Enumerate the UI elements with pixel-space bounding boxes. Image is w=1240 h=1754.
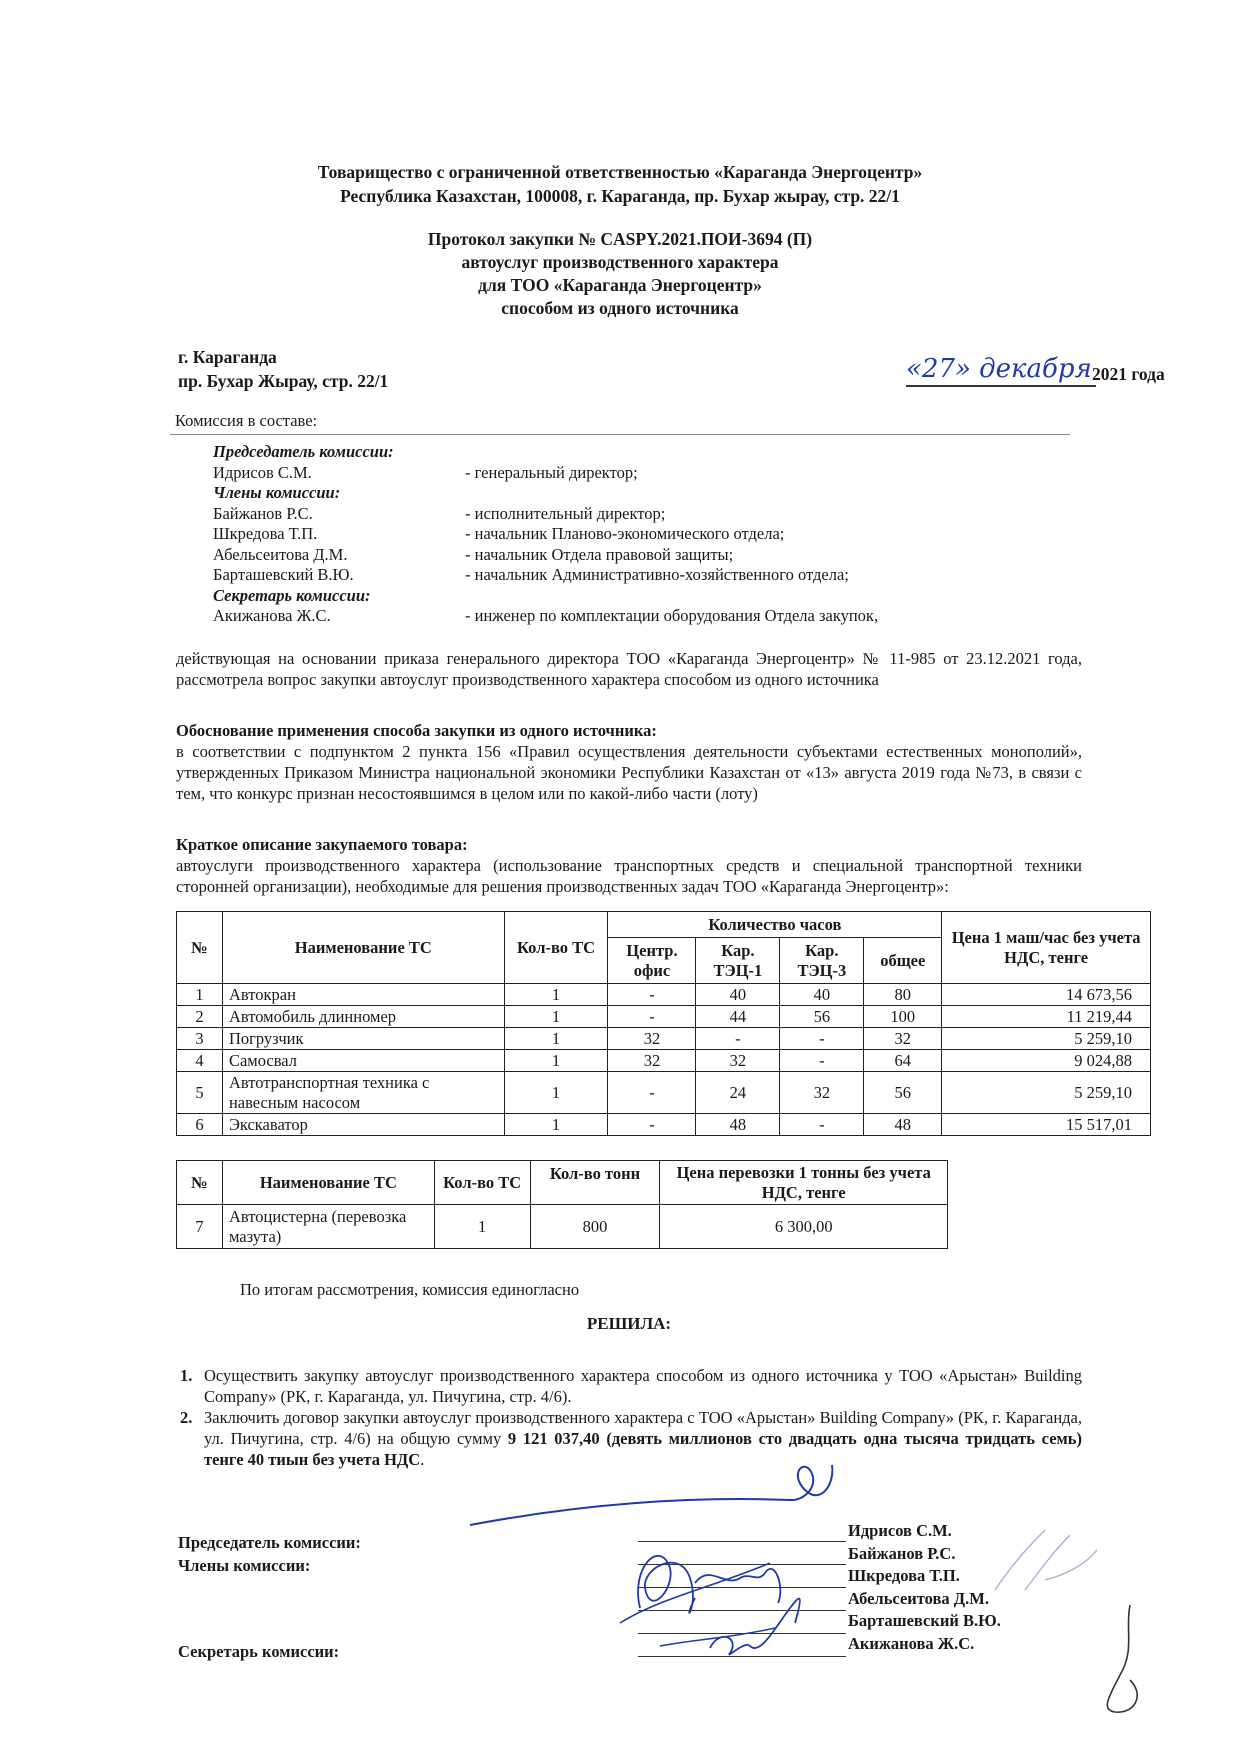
- col-total: общее: [864, 938, 942, 984]
- cell-tec3: -: [780, 1028, 864, 1050]
- date-underline: [906, 385, 1096, 387]
- cell-tec1: 44: [696, 1006, 780, 1028]
- table-row: [177, 1006, 1151, 1028]
- decision-item: [176, 1365, 1082, 1407]
- faint-signature: [985, 1520, 1105, 1610]
- cell-central: -: [608, 984, 696, 1006]
- cell-tec3: 56: [780, 1006, 864, 1028]
- vehicles-hours-table: [176, 911, 1151, 1136]
- member-name: Барташевский В.Ю.: [213, 565, 354, 584]
- cell-name: Автомобиль длинномер: [222, 1006, 504, 1028]
- members-signatures: [600, 1528, 830, 1668]
- cell-price: 15 517,01: [942, 1114, 1151, 1136]
- cell-price: 5 259,10: [942, 1072, 1151, 1114]
- member-position: - исполнительный директор;: [465, 503, 666, 523]
- divider: [170, 434, 1070, 435]
- title-line-4: способом из одного источника: [501, 298, 739, 318]
- title-line-3: для ТОО «Караганда Энергоцентр»: [478, 275, 762, 295]
- cell-num: 5: [177, 1072, 223, 1114]
- cell-name: Автокран: [222, 984, 504, 1006]
- cell-name: Погрузчик: [222, 1028, 504, 1050]
- cell-price: 6 300,00: [660, 1205, 948, 1249]
- secretary-label: Секретарь комиссии:: [213, 585, 371, 605]
- member-row: [213, 545, 1043, 566]
- member-row: [213, 463, 1043, 484]
- col-price: Цена 1 маш/час без учета НДС, тенге: [942, 912, 1151, 984]
- col-hours-group: Количество часов: [608, 912, 942, 938]
- signatory-name: Шкредова Т.П.: [848, 1566, 960, 1585]
- cell-name: Автотранспортная техника с навесным насосом: [222, 1072, 504, 1114]
- cell-name: Самосвал: [222, 1050, 504, 1072]
- cell-num: 6: [177, 1114, 223, 1136]
- protocol-date: [906, 352, 1178, 392]
- company-header: [180, 160, 1060, 208]
- member-position: - инженер по комплектации оборудования Отдела закупок,: [465, 606, 879, 625]
- cell-tec3: 32: [780, 1072, 864, 1114]
- chair-signature-label: Председатель комиссии:: [178, 1533, 361, 1552]
- table-row: [177, 1028, 1151, 1050]
- cell-num: 1: [177, 984, 223, 1006]
- member-row: [213, 606, 1043, 627]
- cell-central: -: [608, 1072, 696, 1114]
- cell-central: -: [608, 1114, 696, 1136]
- cell-total: 100: [864, 1006, 942, 1028]
- table-row: [177, 984, 1151, 1006]
- cell-tec3: 40: [780, 984, 864, 1006]
- acting-paragraph: действующая на основании приказа генерального директора ТОО «Караганда Энергоцентр» № 11-985 от 23.12.2021 года, рассмотрела вопрос закупки автоуслуг производственного характера способом из одного источника: [176, 649, 1082, 689]
- description-section: [176, 834, 1082, 897]
- cell-tec1: 40: [696, 984, 780, 1006]
- members-label: Члены комиссии:: [213, 483, 341, 502]
- table-row: [177, 1072, 1151, 1114]
- place-block: [178, 345, 388, 393]
- cell-tec1: 32: [696, 1050, 780, 1072]
- member-name: Идрисов С.М.: [213, 462, 312, 482]
- decision-text: Осуществить закупку автоуслуг производственного характера способом из одного источника у ТОО «Арыстан» Building Company» (РК, г. Караганда, ул. Пичугина, стр. 4/6).: [204, 1366, 1082, 1406]
- city: г. Караганда: [178, 347, 277, 367]
- cell-total: 80: [864, 984, 942, 1006]
- justification-section: [176, 720, 1082, 804]
- member-name: Абельсеитова Д.М.: [213, 544, 348, 564]
- result-text: По итогам рассмотрения, комиссия единогласно: [240, 1280, 580, 1299]
- decision-text: Заключить договор закупки автоуслуг производственного характера с ТОО «Арыстан» Building Company» (РК, г. Караганда, ул. Пичугина, стр. 4/6) на общую сумму: [204, 1408, 1082, 1448]
- cell-total: 56: [864, 1072, 942, 1114]
- cell-num: 4: [177, 1050, 223, 1072]
- cell-tons: 800: [530, 1205, 660, 1249]
- cell-tec1: -: [696, 1028, 780, 1050]
- member-row: [213, 565, 1043, 586]
- member-name: Акижанова Ж.С.: [213, 606, 331, 625]
- col-name: Наименование ТС: [222, 912, 504, 984]
- col-tec1: Кар. ТЭЦ-1: [696, 938, 780, 984]
- street: пр. Бухар Жырау, стр. 22/1: [178, 371, 389, 391]
- signatory-name: Барташевский В.Ю.: [848, 1611, 1001, 1630]
- transport-tons-table: [176, 1160, 948, 1249]
- cell-name: Экскаватор: [222, 1114, 504, 1136]
- signatory-name: Байжанов Р.С.: [848, 1543, 956, 1563]
- commission-heading: Комиссия в составе:: [175, 411, 318, 430]
- member-row: [213, 504, 1043, 525]
- cell-num: 3: [177, 1028, 223, 1050]
- col-qty: Кол-во ТС: [434, 1161, 530, 1205]
- cell-qty: 1: [504, 1028, 608, 1050]
- signatory-names: [848, 1520, 1001, 1655]
- cell-num: 7: [177, 1205, 223, 1249]
- handwritten-date: «27» декабря: [906, 354, 1092, 384]
- cell-central: 32: [608, 1028, 696, 1050]
- cell-total: 64: [864, 1050, 942, 1072]
- member-position: - начальник Административно-хозяйственного отдела;: [465, 565, 849, 584]
- col-price-per-ton: Цена перевозки 1 тонны без учета НДС, тенге: [660, 1161, 948, 1205]
- cell-qty: 1: [504, 1006, 608, 1028]
- contract-amount: 9 121 037,40 (девять миллионов сто двадцать одна тысяча тридцать семь) тенге 40 тиын без учета НДС: [204, 1429, 1082, 1469]
- cell-tec1: 24: [696, 1072, 780, 1114]
- justification-heading: Обоснование применения способа закупки из одного источника:: [176, 721, 657, 740]
- company-address: Республика Казахстан, 100008, г. Караганда, пр. Бухар жырау, стр. 22/1: [340, 186, 900, 206]
- signatory-name: Акижанова Ж.С.: [848, 1633, 975, 1653]
- col-central-office: Центр. офис: [608, 938, 696, 984]
- commission-members: [213, 442, 1043, 627]
- table-row: [177, 1205, 948, 1249]
- decision-number: 2.: [180, 1408, 193, 1427]
- title-line-1: Протокол закупки № CASPY.2021.ПОИ-3694 (П): [427, 229, 813, 249]
- cell-tec3: -: [780, 1050, 864, 1072]
- decided-heading: РЕШИЛА:: [586, 1314, 672, 1333]
- decision-number: 1.: [180, 1366, 193, 1385]
- col-tons: Кол-во тонн: [530, 1161, 660, 1205]
- cell-central: 32: [608, 1050, 696, 1072]
- secretary-signature: [1090, 1600, 1160, 1720]
- justification-text: в соответствии с подпунктом 2 пункта 156 «Правил осуществления деятельности субъектами естественных монополий», утвержденных Приказом Министра национальной экономики Республики Казахстан от «13» августа 2019 года №73, в связи с тем, что конкурс признан несостоявшимся в целом или по какой-либо части (лоту): [176, 742, 1082, 803]
- signatory-name: Идрисов С.М.: [848, 1521, 952, 1540]
- cell-num: 2: [177, 1006, 223, 1028]
- cell-qty: 1: [434, 1205, 530, 1249]
- member-row: [213, 524, 1043, 545]
- cell-total: 48: [864, 1114, 942, 1136]
- date-year: 2021 года: [1092, 364, 1165, 384]
- company-name: Товарищество с ограниченной ответственностью «Караганда Энергоцентр»: [317, 162, 923, 182]
- cell-price: 9 024,88: [942, 1050, 1151, 1072]
- cell-central: -: [608, 1006, 696, 1028]
- col-qty: Кол-во ТС: [504, 912, 608, 984]
- cell-tec3: -: [780, 1114, 864, 1136]
- col-name: Наименование ТС: [222, 1161, 434, 1205]
- table-row: [177, 1050, 1151, 1072]
- cell-qty: 1: [504, 984, 608, 1006]
- member-position: - генеральный директор;: [465, 462, 638, 482]
- cell-total: 32: [864, 1028, 942, 1050]
- col-num: №: [177, 1161, 223, 1205]
- cell-name: Автоцистерна (перевозка мазута): [222, 1205, 434, 1249]
- cell-qty: 1: [504, 1050, 608, 1072]
- description-text: автоуслуги производственного характера (использование транспортных средств и специальной транспортной техники сторонней организации), необходимые для решения производственных задач ТОО «Караганда Энергоцентр»:: [176, 856, 1082, 896]
- chair-label: Председатель комиссии:: [213, 442, 394, 461]
- chair-signature: [460, 1455, 860, 1535]
- decision-text-end: .: [420, 1450, 425, 1469]
- members-signature-label: Члены комиссии:: [178, 1556, 311, 1575]
- member-name: Байжанов Р.С.: [213, 503, 313, 523]
- cell-price: 11 219,44: [942, 1006, 1151, 1028]
- member-name: Шкредова Т.П.: [213, 524, 318, 543]
- signatory-name: Абельсеитова Д.М.: [848, 1588, 989, 1608]
- cell-qty: 1: [504, 1114, 608, 1136]
- title-line-2: автоуслуг производственного характера: [461, 252, 779, 272]
- cell-price: 5 259,10: [942, 1028, 1151, 1050]
- col-num: №: [177, 912, 223, 984]
- table-row: [177, 1114, 1151, 1136]
- cell-tec1: 48: [696, 1114, 780, 1136]
- member-position: - начальник Планово-экономического отдела;: [465, 524, 785, 543]
- col-tec3: Кар. ТЭЦ-3: [780, 938, 864, 984]
- description-heading: Краткое описание закупаемого товара:: [176, 835, 468, 854]
- secretary-signature-label: Секретарь комиссии:: [178, 1642, 340, 1661]
- cell-qty: 1: [504, 1072, 608, 1114]
- cell-price: 14 673,56: [942, 984, 1151, 1006]
- protocol-title: [180, 228, 1060, 320]
- member-position: - начальник Отдела правовой защиты;: [465, 544, 734, 564]
